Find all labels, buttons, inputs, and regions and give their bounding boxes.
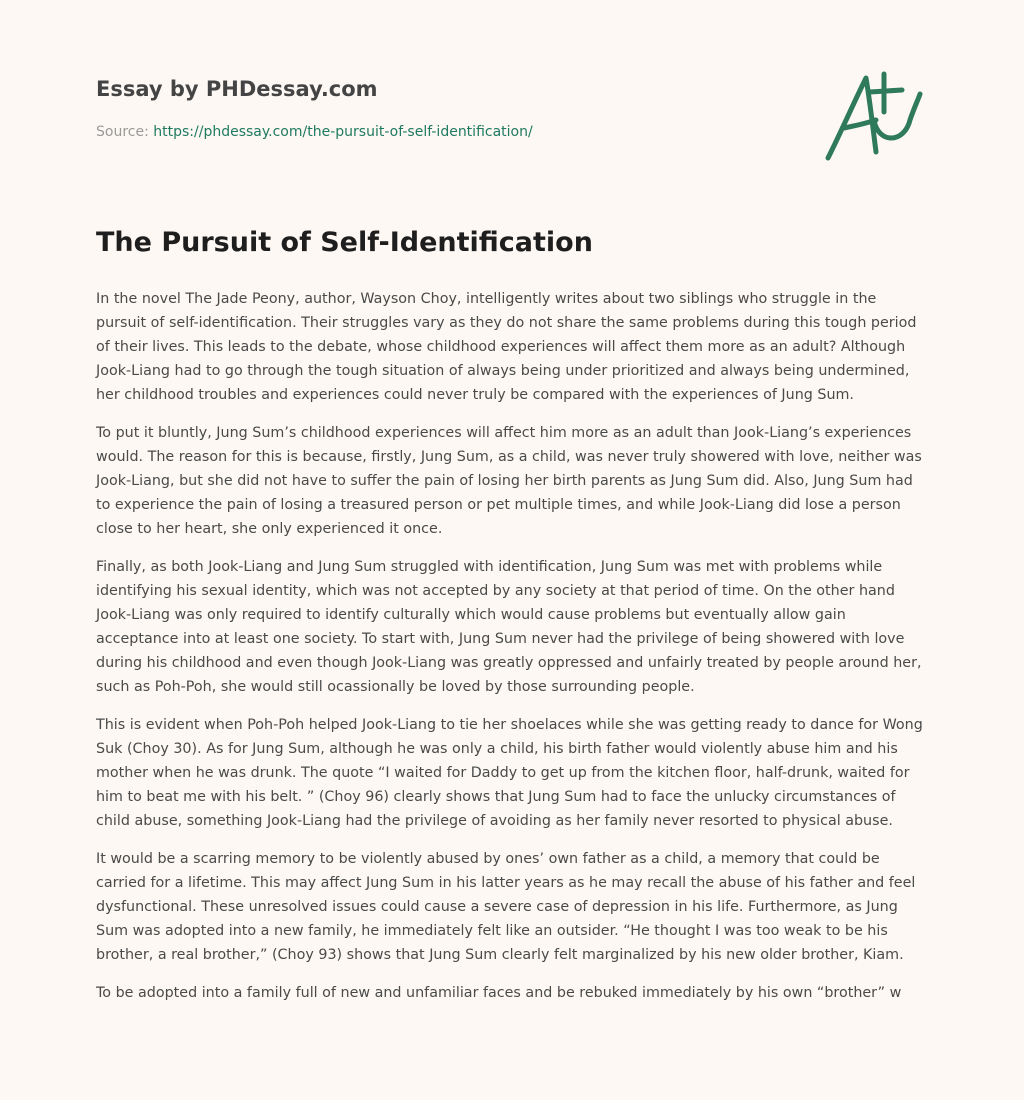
essay-paragraph: In the novel The Jade Peony, author, Wayson Choy, intelligently writes about two siblings who struggle in the pursuit of self-identification. Their struggles vary as they do not share the same problems during this tough period of their lives. This leads to the debate, whose childhood experiences will affect them more as an adult? Although Jook-Liang had to go through the tough situation of always being under prioritized and always being undermined, her childhood troubles and experiences could never truly be compared with the experiences of Jung Sum. [96,291,917,403]
site-title: Essay by PHDessay.com [96,77,378,101]
essay-paragraph: To be adopted into a family full of new and unfamiliar faces and be rebuked immediately by his own “brother” w [96,985,902,1001]
essay-body [96,287,928,1019]
essay-paragraph: Finally, as both Jook-Liang and Jung Sum struggled with identification, Jung Sum was met with problems while identifying his sexual identity, which was not accepted by any society at that period of time. On the other hand Jook-Liang was only required to identify culturally which would cause problems but eventually allow gain acceptance into at least one society. To start with, Jung Sum never had the privilege of being showered with love during his childhood and even though Jook-Liang was greatly oppressed and unfairly treated by people around her, such as Poh-Poh, she would still ocassionally be loved by those surrounding people. [96,559,922,695]
source-line [96,124,533,140]
a-plus-logo-icon [824,68,924,164]
essay-paragraph: To put it bluntly, Jung Sum’s childhood experiences will affect him more as an adult than Jook-Liang’s experiences would. The reason for this is because, firstly, Jung Sum, as a child, was never truly showered with love, neither was Jook-Liang, but she did not have to suffer the pain of losing her birth parents as Jung Sum did. Also, Jung Sum had to experience the pain of losing a treasured person or pet multiple times, and while Jook-Liang did lose a person close to her heart, she only experienced it once. [96,425,922,537]
source-link[interactable]: https://phdessay.com/the-pursuit-of-self-identification/ [153,124,533,140]
essay-paragraph: This is evident when Poh-Poh helped Jook-Liang to tie her shoelaces while she was getting ready to dance for Wong Suk (Choy 30). As for Jung Sum, although he was only a child, his birth father would violently abuse him and his mother when he was drunk. The quote “I waited for Daddy to get up from the kitchen floor, half-drunk, waited for him to beat me with his belt. ” (Choy 96) clearly shows that Jung Sum had to face the unlucky circumstances of child abuse, something Jook-Liang had the privilege of avoiding as her family never resorted to physical abuse. [96,717,923,829]
source-label: Source: [96,124,149,140]
essay-title: The Pursuit of Self-Identification [96,227,593,258]
essay-paragraph: It would be a scarring memory to be violently abused by ones’ own father as a child, a memory that could be carried for a lifetime. This may affect Jung Sum in his latter years as he may recall the abuse of his father and feel dysfunctional. These unresolved issues could cause a severe case of depression in his life. Furthermore, as Jung Sum was adopted into a new family, he immediately felt like an outsider. “He thought I was too weak to be his brother, a real brother,” (Choy 93) shows that Jung Sum clearly felt marginalized by his new older brother, Kiam. [96,851,916,963]
